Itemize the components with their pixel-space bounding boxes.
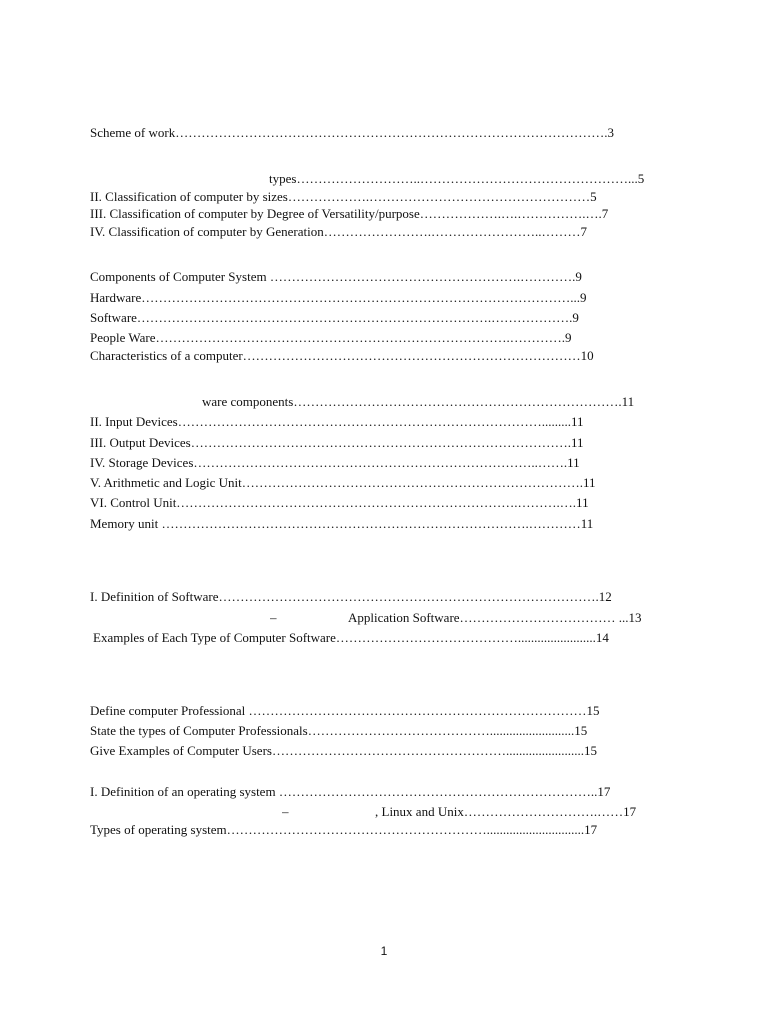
toc-entry-alu: V. Arithmetic and Logic Unit…………………………………………………………………….11 [90,475,596,490]
toc-entry-linux-dash: – [282,804,289,819]
toc-entry-definition-software: I. Definition of Software…………………………………………………………………………….12 [90,589,612,604]
toc-entry-classification-purpose: III. Classification of computer by Degree of Versatility/purpose……………….….…………….….7 [90,206,609,221]
toc-entry-types-professionals: State the types of Computer Professionals……………………………………..........................15 [90,723,588,738]
toc-entry-types-os: Types of operating system……………………………………………………..............................17 [90,822,598,837]
toc-entry-linux-unix: , Linux and Unix………………………….……17 [375,804,637,819]
toc-entry-application-software: Application Software……………………………… ...13 [348,610,642,625]
toc-entry-characteristics: Characteristics of a computer……………………………………………………………………10 [90,348,594,363]
toc-entry-application-dash: – [270,610,277,625]
toc-entry-people-ware: People Ware……………………………………………………………………….………….9 [90,330,572,345]
toc-entry-examples-users: Give Examples of Computer Users………………………………………………........................15 [90,743,597,758]
toc-entry-ware-components: ware components………………………………………………………………….11 [202,394,635,409]
toc-entry-hardware: Hardware………………………………………………………………………………………...9 [90,290,587,305]
toc-entry-output-devices: III. Output Devices…………………………………………………………………………….11 [90,435,584,450]
toc-entry-storage-devices: IV. Storage Devices……………………………………………………………………..…….11 [90,455,580,470]
toc-entry-types: types………………………..…………………………………………...5 [269,171,645,186]
toc-entry-components: Components of Computer System ………………………………………………….………….9 [90,269,582,284]
toc-entry-memory-unit: Memory unit ………………………………………………………………………….…………11 [90,516,594,531]
toc-entry-classification-generation: IV. Classification of computer by Generation…………………….……………………..………7 [90,224,587,239]
toc-entry-software: Software……………………………………………………………………….……………….9 [90,310,579,325]
page-number: 1 [380,944,388,958]
toc-entry-input-devices: II. Input Devices………………………………………………………………………….........11 [90,414,584,429]
toc-entry-define-professional: Define computer Professional ……………………………………………………………………15 [90,703,600,718]
toc-entry-examples-software: Examples of Each Type of Computer Software……………………………………........................14 [93,630,609,645]
toc-entry-control-unit: VI. Control Unit…………………………………………………………………….……….….11 [90,495,589,510]
toc-entry-definition-os: I. Definition of an operating system ………………………………………………………………..17 [90,784,611,799]
toc-entry-scheme-of-work: Scheme of work……………………………………………………………………………………….3 [90,125,614,140]
toc-entry-classification-sizes: II. Classification of computer by sizes……………….……………………………………………5 [90,189,597,204]
